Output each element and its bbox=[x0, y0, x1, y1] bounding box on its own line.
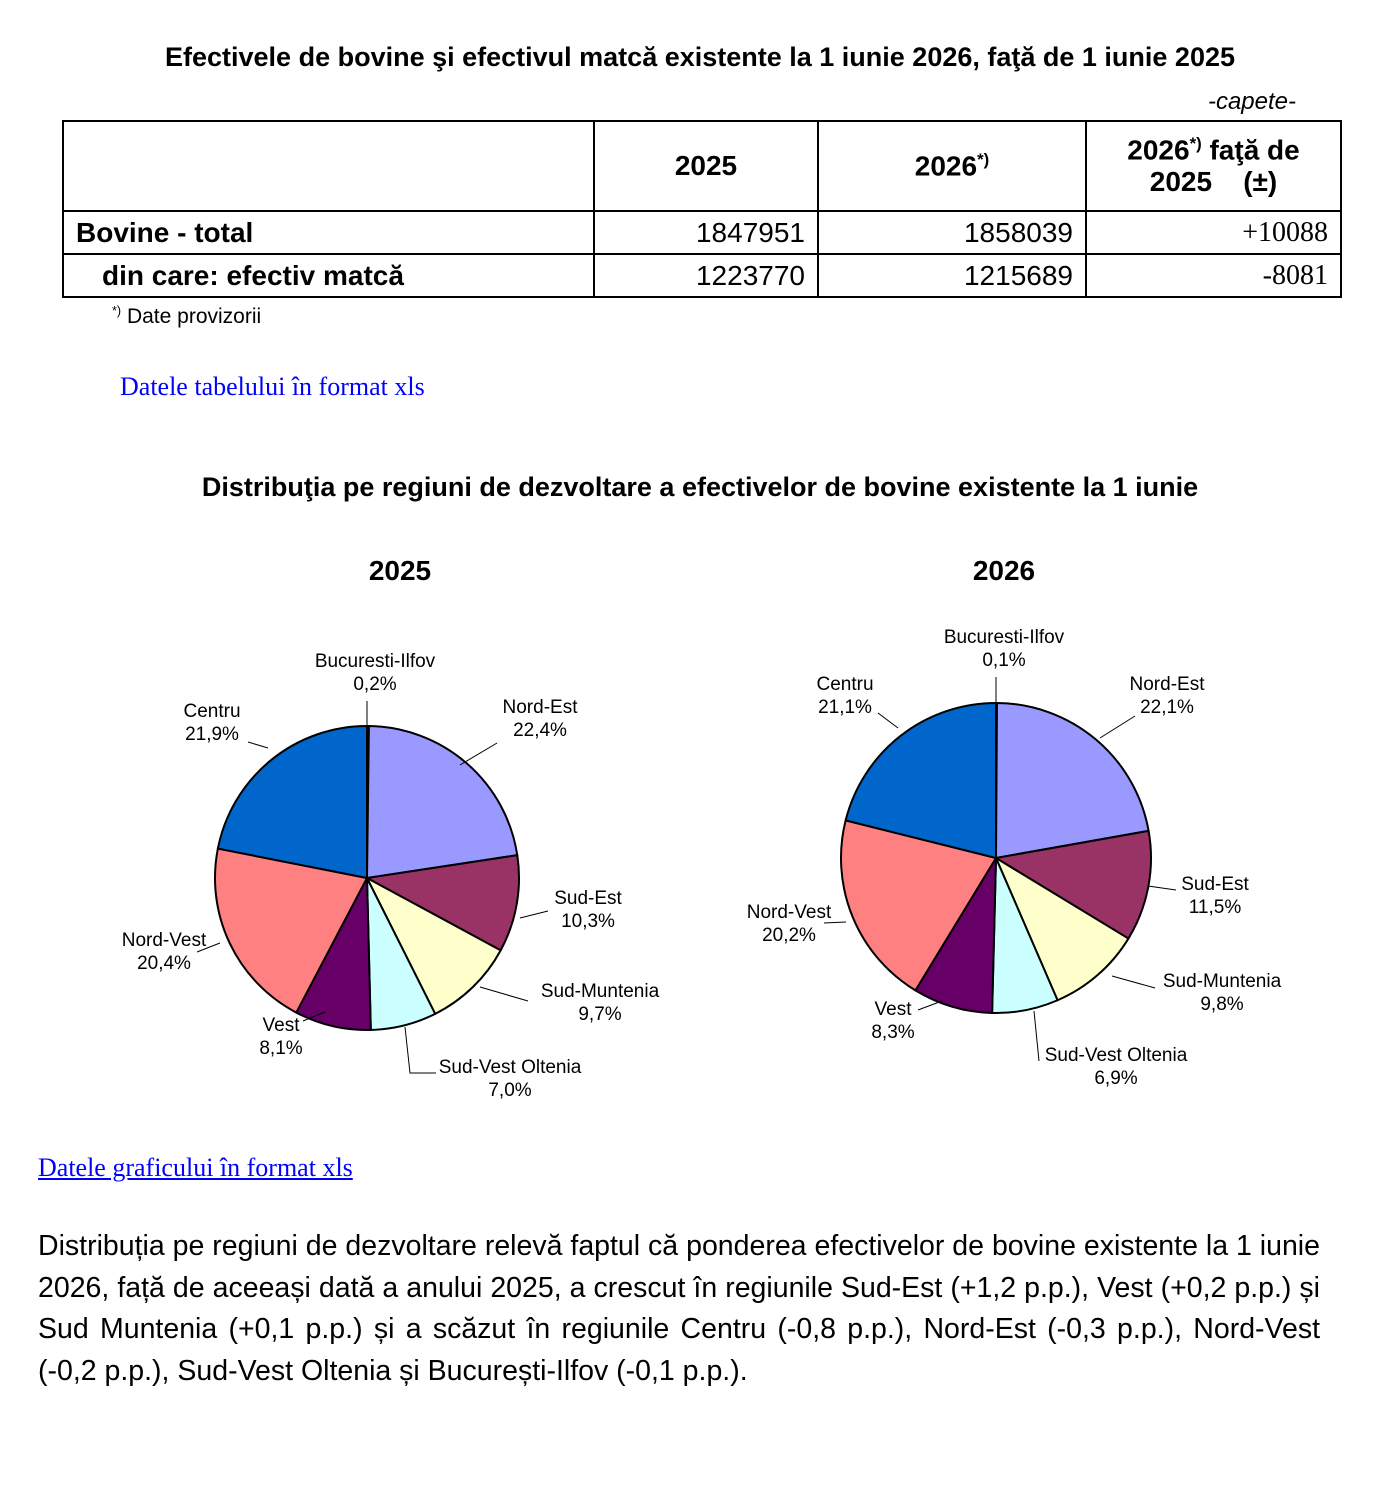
pie-charts bbox=[0, 600, 1400, 1120]
table-header-row bbox=[63, 121, 1341, 211]
table-header-empty bbox=[63, 121, 594, 211]
leader-line bbox=[1034, 1011, 1039, 1061]
slice-label: Nord-Vest bbox=[121, 930, 207, 951]
slice-label: Sud-Est bbox=[1181, 874, 1249, 895]
slice-label: Nord-Est bbox=[502, 697, 578, 718]
leader-line bbox=[878, 713, 898, 728]
slice-value: 9,7% bbox=[578, 1004, 622, 1025]
header-text: (±) bbox=[1243, 166, 1278, 198]
slice-label: Bucuresti-Ilfov bbox=[943, 627, 1065, 648]
row-label: Bovine - total bbox=[63, 211, 594, 254]
table-header-2026 bbox=[818, 121, 1086, 211]
table-row bbox=[63, 254, 1341, 297]
chart-xls-link[interactable]: Datele graficului în format xls bbox=[38, 1153, 353, 1182]
cell-2025: 1847951 bbox=[594, 211, 818, 254]
table-header-change bbox=[1086, 121, 1341, 211]
leader-line bbox=[1112, 976, 1155, 988]
pie-slice bbox=[367, 726, 517, 878]
footnote bbox=[112, 304, 261, 329]
leader-line bbox=[1148, 886, 1176, 890]
slice-value: 9,8% bbox=[1200, 994, 1244, 1015]
summary-paragraph: Distribuția pe regiuni de dezvoltare relevă faptul că ponderea efectivelor de bovine existente la 1 iunie 2026, față de aceeași dată a anului 2025, a crescut în regiunile Sud-Est (+1,2 p.p.), Vest (+0,2 p.p.) și Sud Muntenia (+0,1 p.p.) și a scăzut în regiunile Centru (-0,8 p.p.), Nord-Est (-0,3 p.p.), Nord-Vest (-0,2 p.p.), Sud-Vest Oltenia și București-Ilfov (-0,1 p.p.). bbox=[38, 1230, 1320, 1387]
livestock-table bbox=[62, 120, 1342, 298]
slice-value: 0,2% bbox=[353, 674, 397, 695]
cell-2026: 1215689 bbox=[818, 254, 1086, 297]
slice-value: 22,4% bbox=[513, 720, 567, 741]
pie-title-2026: 2026 bbox=[972, 555, 1036, 586]
leader-line bbox=[918, 1001, 942, 1010]
cell-diff: -8081 bbox=[1086, 254, 1341, 297]
leader-line bbox=[1100, 716, 1135, 738]
slice-value: 6,9% bbox=[1094, 1068, 1138, 1089]
chart-section-title: Distribuţia pe regiuni de dezvoltare a efectivelor de bovine existente la 1 iunie bbox=[201, 472, 1199, 502]
slice-value: 21,1% bbox=[818, 697, 872, 718]
leader-line bbox=[460, 743, 497, 765]
slice-label: Nord-Vest bbox=[746, 902, 832, 923]
slice-label: Sud-Vest Oltenia bbox=[438, 1057, 582, 1078]
table-row bbox=[63, 211, 1341, 254]
footnote-text: Date provizorii bbox=[126, 305, 262, 328]
leader-line bbox=[248, 742, 268, 748]
table-title: Efectivele de bovine şi efectivul matcă existente la 1 iunie 2026, faţă de 1 iunie 2025 bbox=[165, 42, 1235, 72]
table-header-2025: 2025 bbox=[594, 121, 818, 211]
slice-value: 10,3% bbox=[561, 911, 615, 932]
footnote-mark: *) bbox=[112, 304, 122, 318]
slice-value: 20,4% bbox=[137, 953, 191, 974]
slice-value: 22,1% bbox=[1140, 697, 1194, 718]
slice-value: 21,9% bbox=[185, 724, 239, 745]
slice-value: 8,1% bbox=[259, 1038, 303, 1059]
slice-label: Nord-Est bbox=[1129, 674, 1205, 695]
pie-2026 bbox=[747, 627, 1282, 1089]
pie-title-2025: 2025 bbox=[368, 555, 432, 586]
slice-value: 8,3% bbox=[871, 1022, 915, 1043]
slice-label: Sud-Est bbox=[554, 888, 622, 909]
pie-2025 bbox=[122, 651, 660, 1101]
header-footnote-mark: *) bbox=[977, 149, 990, 169]
leader-line bbox=[405, 1027, 436, 1073]
header-text: 2025 bbox=[1149, 166, 1213, 198]
slice-value: 11,5% bbox=[1188, 897, 1242, 918]
header-year: 2026 bbox=[914, 150, 978, 182]
table-xls-link[interactable]: Datele tabelului în format xls bbox=[120, 372, 425, 401]
header-year: 2026 bbox=[1127, 134, 1190, 166]
units-label: -capete- bbox=[1207, 88, 1296, 115]
slice-value: 7,0% bbox=[488, 1080, 532, 1101]
slice-label: Vest bbox=[262, 1015, 300, 1036]
row-label: din care: efectiv matcă bbox=[63, 254, 594, 297]
slice-value: 0,1% bbox=[982, 650, 1026, 671]
slice-label: Bucuresti-Ilfov bbox=[314, 651, 436, 672]
slice-label: Centru bbox=[183, 701, 241, 722]
header-text: faţă de bbox=[1201, 134, 1300, 166]
cell-diff: +10088 bbox=[1086, 211, 1341, 254]
leader-line bbox=[520, 911, 548, 918]
cell-2026: 1858039 bbox=[818, 211, 1086, 254]
slice-value: 20,2% bbox=[762, 925, 816, 946]
leader-line bbox=[480, 987, 528, 1001]
cell-2025: 1223770 bbox=[594, 254, 818, 297]
slice-label: Vest bbox=[874, 999, 912, 1020]
header-footnote-mark: *) bbox=[1189, 133, 1202, 153]
slice-label: Centru bbox=[816, 674, 874, 695]
slice-label: Sud-Muntenia bbox=[540, 981, 660, 1002]
slice-label: Sud-Muntenia bbox=[1162, 971, 1282, 992]
slice-label: Sud-Vest Oltenia bbox=[1044, 1045, 1188, 1066]
